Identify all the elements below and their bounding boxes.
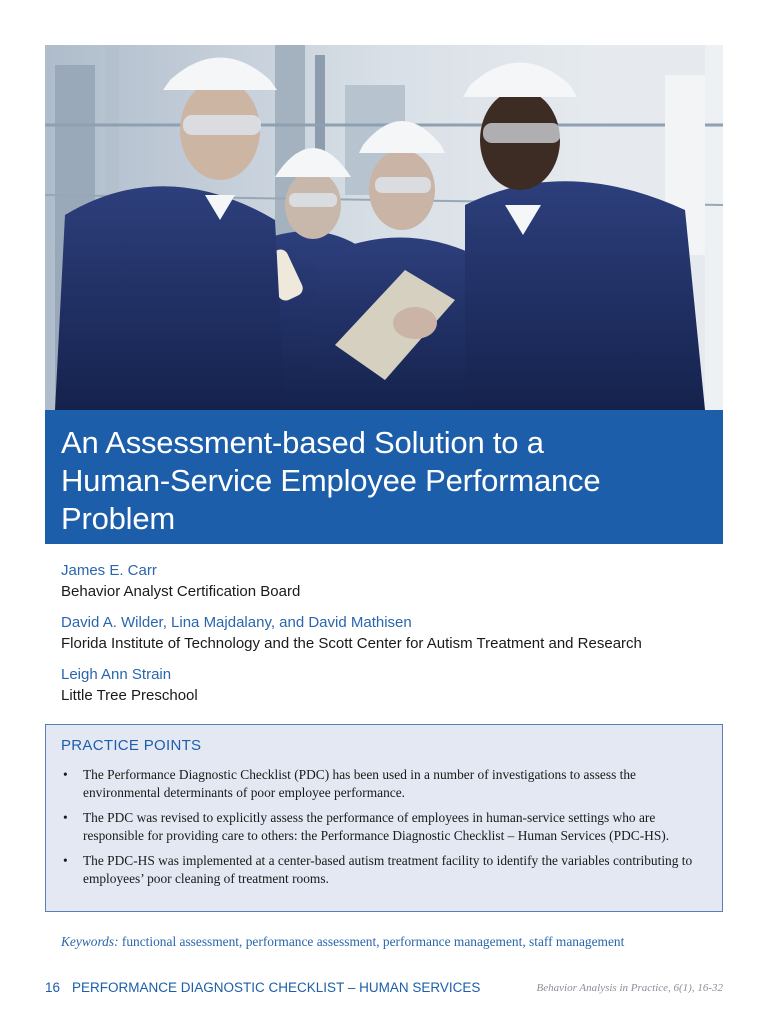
title-banner bbox=[45, 410, 723, 565]
author-affiliation: Little Tree Preschool bbox=[61, 687, 198, 704]
author-block bbox=[61, 612, 721, 654]
journal-citation: Behavior Analysis in Practice, 6(1), 16-32 bbox=[536, 982, 723, 994]
article-title-line-1: An Assessment-based Solution to a bbox=[61, 425, 544, 460]
practice-point-text: The PDC was revised to explicitly assess the performance of employees in human-service settings who are responsible for providing care to others: the Performance Diagnostic Checklist – Human Services (PDC-HS). bbox=[83, 810, 670, 843]
subtitle-italic: Performance Diagnostic Checklist – Human Services bbox=[274, 544, 680, 565]
practice-point-item bbox=[61, 852, 700, 888]
page-number: 16 bbox=[45, 980, 61, 995]
keywords-line bbox=[61, 934, 741, 950]
author-name: Leigh Ann Strain bbox=[61, 666, 172, 683]
subtitle-prefix: An Initial Evaluation of the bbox=[61, 544, 275, 564]
author-affiliation: Behavior Analyst Certification Board bbox=[61, 583, 301, 600]
author-block bbox=[61, 664, 721, 706]
practice-points-heading: PRACTICE POINTS bbox=[61, 737, 202, 754]
author-name: David A. Wilder, Lina Majdalany, and David Mathisen bbox=[61, 614, 412, 631]
bullet-icon: • bbox=[63, 767, 68, 782]
running-title: PERFORMANCE DIAGNOSTIC CHECKLIST – HUMAN SERVICES bbox=[72, 980, 481, 995]
practice-points-list bbox=[61, 766, 700, 888]
keywords-text: functional assessment, performance assessment, performance management, staff management bbox=[118, 934, 625, 949]
hero-photo bbox=[45, 45, 723, 410]
author-affiliation: Florida Institute of Technology and the Scott Center for Autism Treatment and Research bbox=[61, 635, 642, 652]
practice-point-item bbox=[61, 809, 700, 845]
article-title bbox=[61, 424, 707, 538]
practice-point-text: The PDC-HS was implemented at a center-based autism treatment facility to identify the variables contributing to employees’ poor cleaning of treatment rooms. bbox=[83, 853, 693, 886]
keywords-label: Keywords: bbox=[61, 934, 119, 949]
article-title-line-2: Human-Service Employee Performance Problem bbox=[61, 463, 601, 536]
footer-left bbox=[45, 980, 480, 995]
practice-points-box bbox=[45, 724, 723, 912]
author-block bbox=[61, 560, 721, 602]
page-footer bbox=[45, 980, 723, 1000]
bullet-icon: • bbox=[63, 853, 68, 868]
practice-point-text: The Performance Diagnostic Checklist (PDC) has been used in a number of investigations to assess the environmental determinants of poor employee performance. bbox=[83, 767, 636, 800]
author-name: James E. Carr bbox=[61, 562, 157, 579]
author-list bbox=[61, 560, 721, 716]
bullet-icon: • bbox=[63, 810, 68, 825]
practice-point-item bbox=[61, 766, 700, 802]
workers-photo-illustration bbox=[45, 45, 723, 410]
